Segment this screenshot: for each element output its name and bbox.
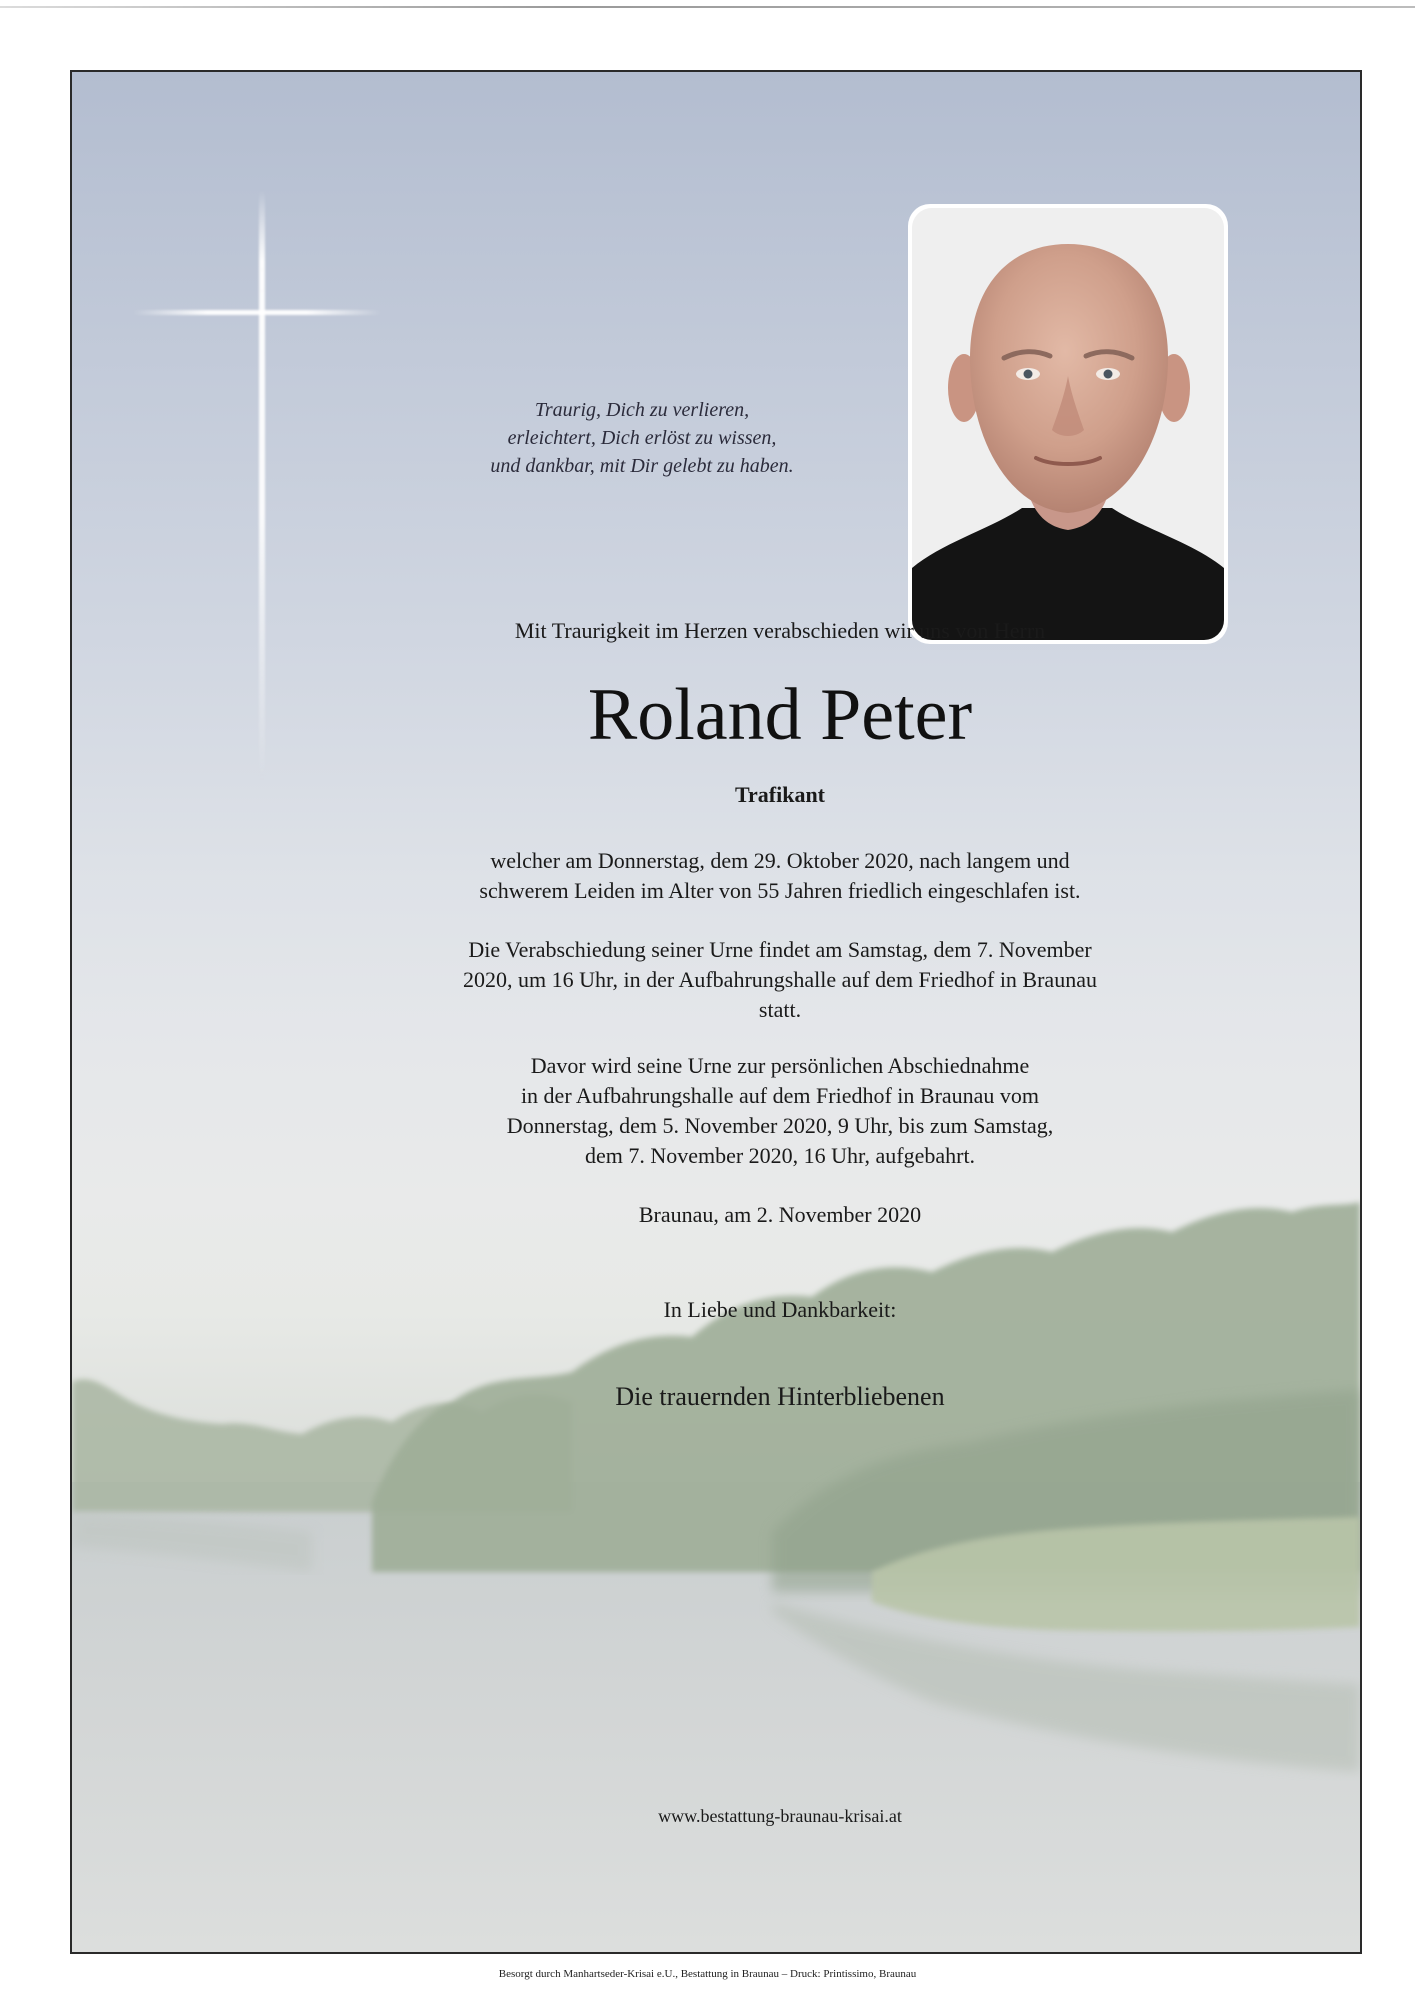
farewell-notice: [380, 935, 1180, 1025]
portrait-frame: [908, 204, 1228, 644]
deceased-name: Roland Peter: [587, 674, 973, 756]
signature-line: Die trauernden Hinterbliebenen: [615, 1382, 945, 1411]
death-notice-line: schwerem Leiden im Alter von 55 Jahren friedlich eingeschlafen ist.: [479, 878, 1081, 903]
memorial-quote: [452, 396, 832, 480]
viewing-line: Donnerstag, dem 5. November 2020, 9 Uhr, bis zum Samstag,: [506, 1113, 1054, 1138]
death-notice-line: welcher am Donnerstag, dem 29. Oktober 2020, nach langem und: [490, 848, 1070, 873]
quote-line: Traurig, Dich zu verlieren,: [534, 399, 750, 421]
viewing-notice: [380, 1051, 1180, 1171]
closing-line: In Liebe und Dankbarkeit:: [663, 1297, 897, 1322]
quote-line: erleichtert, Dich erlöst zu wissen,: [507, 427, 777, 449]
cross-horizontal-beam: [132, 310, 382, 315]
death-notice: [380, 846, 1180, 906]
farewell-line: Die Verabschiedung seiner Urne findet am Samstag, dem 7. November: [468, 937, 1092, 962]
deceased-profession: Trafikant: [734, 782, 826, 807]
intro-line: Mit Traurigkeit im Herzen verabschieden wir uns von Herrn: [514, 618, 1046, 643]
place-date: Braunau, am 2. November 2020: [638, 1202, 922, 1227]
viewing-line: in der Aufbahrungshalle auf dem Friedhof in Braunau vom: [520, 1083, 1040, 1108]
print-footer: Besorgt durch Manhartseder-Krisai e.U., Bestattung in Braunau – Druck: Printissimo, Braunau: [498, 1968, 917, 1980]
top-edge-rule: [0, 6, 1415, 8]
farewell-line: statt.: [758, 997, 802, 1022]
quote-line: und dankbar, mit Dir gelebt zu haben.: [490, 455, 794, 477]
viewing-line: Davor wird seine Urne zur persönlichen Abschiednahme: [530, 1053, 1030, 1078]
viewing-line: dem 7. November 2020, 16 Uhr, aufgebahrt.: [584, 1143, 976, 1168]
website-link[interactable]: www.bestattung-braunau-krisai.at: [658, 1806, 902, 1826]
farewell-line: 2020, um 16 Uhr, in der Aufbahrungshalle auf dem Friedhof in Braunau: [463, 967, 1097, 992]
portrait-photo: [912, 208, 1224, 640]
cross-vertical-beam: [259, 190, 265, 780]
portrait-illustration: [912, 208, 1224, 640]
